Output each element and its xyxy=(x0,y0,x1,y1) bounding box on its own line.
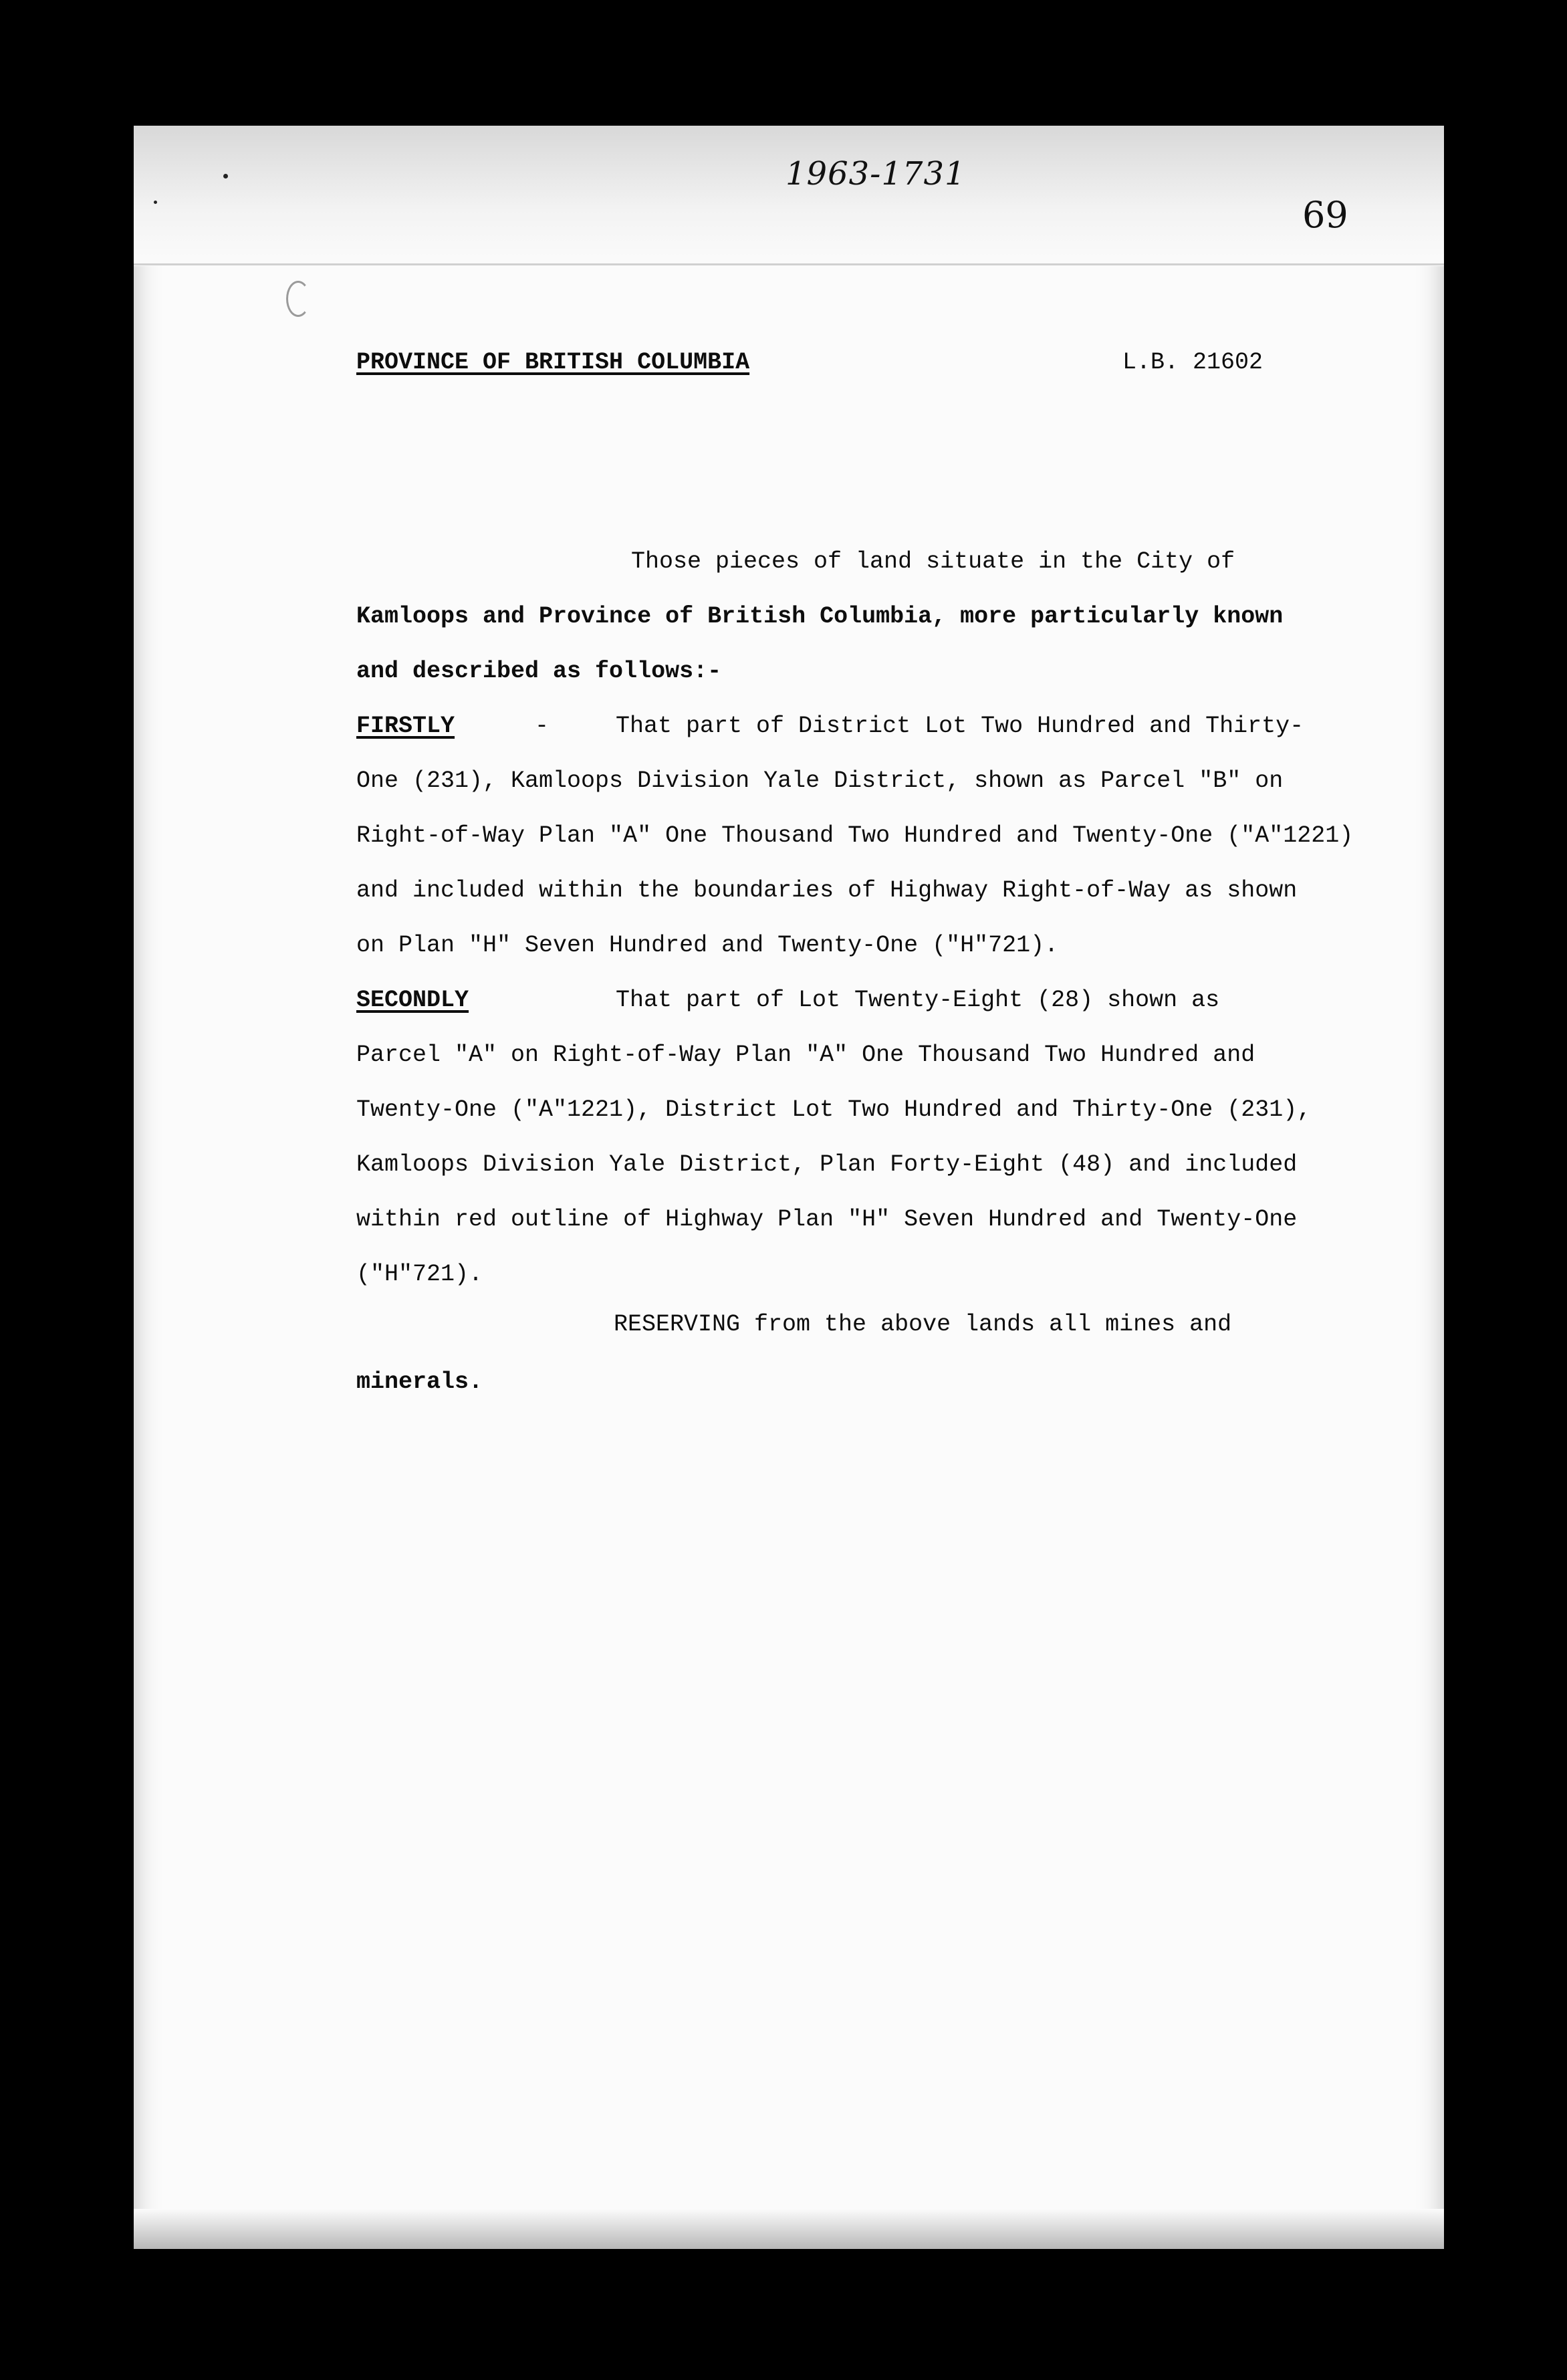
intro-line: and described as follows:- xyxy=(356,658,722,685)
firstly-line: One (231), Kamloops Division Yale District, shown as Parcel "B" on xyxy=(356,767,1284,794)
firstly-label: FIRSTLY xyxy=(356,713,455,739)
reserving-line: minerals. xyxy=(356,1368,483,1395)
page-bottom-edge xyxy=(134,2209,1444,2249)
firstly-line: and included within the boundaries of Highway Right-of-Way as shown xyxy=(356,877,1298,904)
firstly-dash: - xyxy=(535,713,550,739)
secondly-line: Kamloops Division Yale District, Plan Forty-Eight (48) and included xyxy=(356,1151,1298,1178)
punch-hole-mark xyxy=(286,281,310,317)
page-fold-line xyxy=(134,263,1444,265)
handwritten-page-number: 69 xyxy=(1302,194,1348,236)
secondly-line: Parcel "A" on Right-of-Way Plan "A" One Thousand Two Hundred and xyxy=(356,1042,1255,1068)
secondly-line: ("H"721). xyxy=(356,1261,483,1288)
secondly-line: within red outline of Highway Plan "H" Seven Hundred and Twenty-One xyxy=(356,1206,1298,1233)
secondly-line: That part of Lot Twenty-Eight (28) shown as xyxy=(616,987,1220,1014)
firstly-line: Right-of-Way Plan "A" One Thousand Two Hundred and Twenty-One ("A"1221) xyxy=(356,822,1354,849)
document-page xyxy=(134,126,1444,2249)
intro-line: Kamloops and Province of British Columbia, more particularly known xyxy=(356,603,1284,630)
dust-speck xyxy=(154,201,157,204)
handwritten-file-number: 1963-1731 xyxy=(786,155,966,193)
document-reference: L.B. 21602 xyxy=(1122,349,1263,376)
secondly-label: SECONDLY xyxy=(356,987,469,1014)
secondly-line: Twenty-One ("A"1221), District Lot Two Hundred and Thirty-One (231), xyxy=(356,1096,1312,1123)
firstly-line: on Plan "H" Seven Hundred and Twenty-One ("H"721). xyxy=(356,932,1059,959)
reserving-line: RESERVING from the above lands all mines and xyxy=(614,1311,1232,1338)
intro-line: Those pieces of land situate in the City of xyxy=(631,548,1235,575)
document-title: PROVINCE OF BRITISH COLUMBIA xyxy=(356,349,750,376)
page-top-shading xyxy=(134,126,1444,266)
firstly-line: That part of District Lot Two Hundred and Thirty- xyxy=(616,713,1304,739)
dust-speck xyxy=(223,174,228,178)
